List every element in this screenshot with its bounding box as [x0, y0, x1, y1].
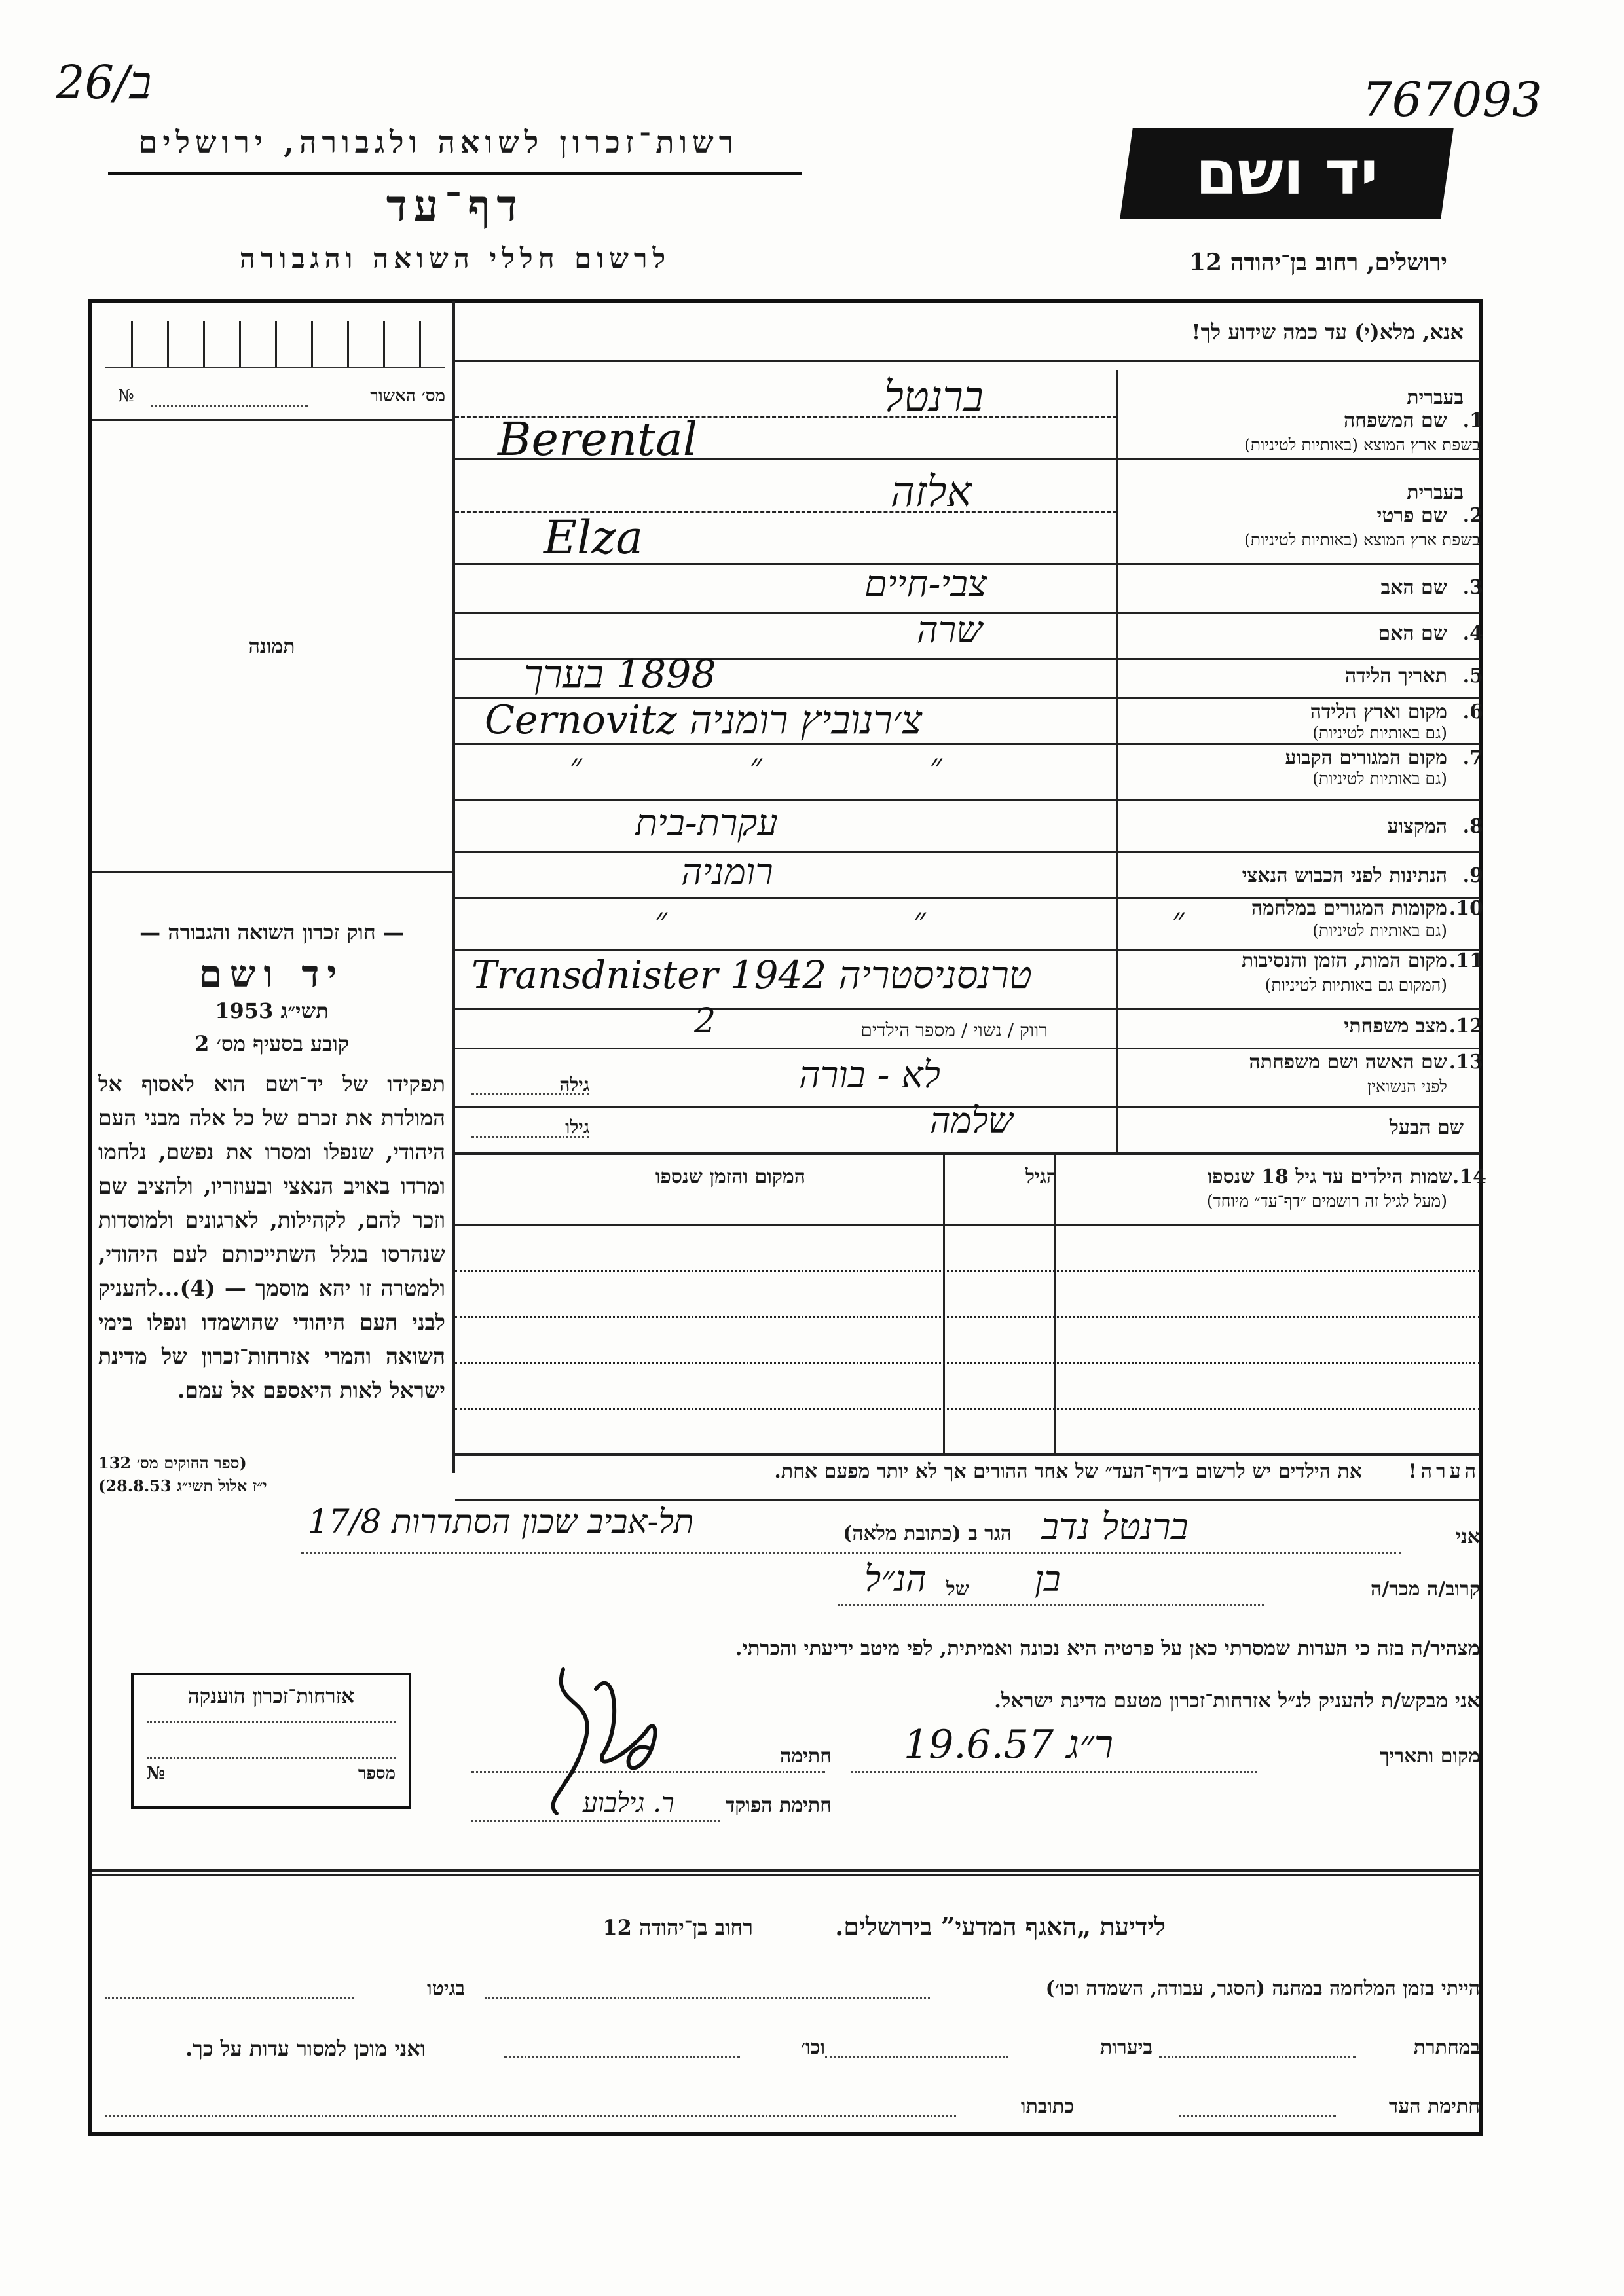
bottom-section-rule — [92, 1874, 1480, 1876]
field-4-label: שם האם — [1378, 622, 1447, 645]
corner-id: 767093 — [1362, 72, 1542, 127]
address-line — [301, 1552, 1401, 1554]
field-13-label: שם האשה ושם משפחתה — [1249, 1051, 1447, 1074]
law-reference-2: י״ז אלול תשי״ג 28.8.53) — [98, 1476, 267, 1495]
witness-signature-line[interactable] — [1179, 2115, 1336, 2117]
witness-etc-line[interactable] — [504, 2056, 740, 2058]
field-13-sub: לפני הנשואין — [1367, 1077, 1447, 1096]
witness-address-line[interactable] — [105, 2115, 956, 2117]
witness-underground-line[interactable] — [1159, 2056, 1356, 2058]
field-7-label: מקום המגורים הקבוע — [1285, 746, 1447, 769]
field-7-num: 7. — [1462, 746, 1483, 769]
witness-forests-line[interactable] — [825, 2056, 1008, 2058]
declaration-statement: מצהיר/ה בזה כי העדות שמסרתי כאן על פרטיה היא נכונה ואמיתית, לפי מיטב ידיעתי והכרתי. — [735, 1637, 1480, 1660]
field-12-label: מצב משפחתי — [1344, 1015, 1447, 1038]
corner-note: 26/ב — [56, 56, 152, 109]
children-age-col: הגיל — [1025, 1165, 1058, 1188]
field-2-num: 2. — [1462, 504, 1483, 527]
field-14-num: 14. — [1452, 1165, 1486, 1188]
relation-line — [838, 1604, 1264, 1606]
tick — [311, 321, 313, 367]
row-rule — [455, 1270, 1480, 1272]
row-rule — [455, 799, 1480, 801]
bottom-address: רחוב בן־יהודה 12 — [602, 1915, 753, 1940]
tick — [383, 321, 385, 367]
wife-age-line[interactable] — [471, 1093, 589, 1095]
citizenship-number-label: מספר — [358, 1764, 396, 1783]
field-1-label: שם המשפחה — [1343, 409, 1447, 432]
header-rule — [108, 172, 802, 175]
rule — [92, 871, 452, 873]
field-10-num: 10. — [1449, 897, 1483, 920]
children-place-col: המקום והזמן שנספו — [655, 1165, 805, 1188]
field-13-num: 13. — [1449, 1051, 1483, 1074]
birth-date[interactable]: 1898 בערך — [524, 651, 716, 697]
marital-options: רווק / נשוי / מספר הילדים — [860, 1019, 1048, 1041]
witness-camp-label: הייתי בזמן המלחמה במחנה (הסגר, עבודה, השמדה וכו׳) — [1045, 1977, 1480, 2000]
citizenship-request: אני מבקש/ת להעניק לנ״ל אזרחות־זכרון מטעם מדינת ישראל. — [994, 1689, 1480, 1713]
row-rule — [455, 1408, 1480, 1410]
tick — [167, 321, 169, 367]
relation-value[interactable]: בן — [1035, 1558, 1061, 1599]
field-14-label: שמות הילדים עד גיל 18 שנספו — [1207, 1165, 1452, 1188]
law-year-number: 1953 — [215, 998, 274, 1023]
surname-hebrew[interactable]: ברנטל — [884, 373, 984, 422]
field-2-sub: בשפת ארץ המוצא (באותיות לטיניות) — [1244, 530, 1480, 549]
bottom-title: לידיעת „האגף המדעי” בירושלים. — [835, 1912, 1166, 1941]
permanent-residence[interactable]: ״ ״ ״ — [570, 746, 1021, 784]
place-date-line — [851, 1771, 1257, 1773]
field-5-label: תאריך הלידה — [1344, 665, 1447, 687]
surname-latin[interactable]: Berental — [498, 412, 698, 466]
wife-age-label: גילה — [559, 1074, 589, 1095]
field-6-sub: (גם באותיות לטיניות) — [1312, 723, 1447, 742]
mother-name[interactable]: שרה — [917, 609, 982, 651]
witness-camp-line[interactable] — [485, 1997, 930, 1999]
field-7-sub: (גם באותיות לטיניות) — [1312, 769, 1447, 788]
field-1-num: 1. — [1462, 409, 1483, 432]
official-signature-value: ר. גילבוע — [583, 1788, 674, 1818]
of-value[interactable]: הנ״ל — [864, 1558, 927, 1599]
yad-vashem-logo — [1120, 128, 1454, 219]
field-9-label: הנתינות לפני הכבוש הנאצי — [1242, 864, 1447, 887]
field-11-label: מקום המות, הזמן והנסיבות — [1241, 949, 1447, 972]
declarant-name[interactable]: ברנטל נדב — [1041, 1506, 1189, 1548]
field-3-num: 3. — [1462, 576, 1483, 599]
field-3-label: שם האב — [1380, 576, 1447, 599]
field-6-num: 6. — [1462, 701, 1483, 723]
first-name-hebrew[interactable]: אלזה — [891, 468, 972, 517]
law-title: — חוק זכרון השואה והגבורה — — [139, 920, 404, 945]
declarant-address[interactable]: תל-אביב שכון הסתדרות 17/8 — [308, 1503, 694, 1540]
sidebar-divider — [452, 301, 455, 1473]
approval-no-sign: № — [118, 386, 134, 406]
logo-text: יד ושם — [1195, 138, 1378, 208]
witness-ghetto-line[interactable] — [105, 1997, 354, 1999]
field-6-label: מקום וארץ הלידה — [1310, 701, 1447, 723]
witness-address-label: כתובתו — [1020, 2095, 1074, 2118]
law-clause: קובע בסעיף מס׳ 2 — [194, 1031, 349, 1056]
field-12-num: 12. — [1449, 1015, 1483, 1038]
row-rule — [455, 1362, 1480, 1364]
witness-ready-text: ואני מוכן למסור עדות על כך. — [185, 2036, 426, 2061]
field-10-label: מקומות המגורים במלחמה — [1251, 897, 1447, 920]
label-column-divider — [1116, 370, 1118, 1152]
official-signature-label: חתימת הפוקד — [725, 1794, 832, 1817]
approval-number-line[interactable] — [151, 405, 308, 407]
row-rule — [455, 1152, 1480, 1155]
field-11-num: 11. — [1449, 949, 1483, 972]
wife-maiden-name[interactable]: לא - בורה — [799, 1054, 940, 1097]
row-rule — [455, 1499, 1480, 1501]
relative-label: קרוב/ה מכר/ה — [1371, 1578, 1480, 1601]
citizenship-title: אזרחות־זכרון הוענקה — [187, 1685, 355, 1708]
serial-tick-boxes — [105, 321, 445, 368]
header-address: ירושלים, רחוב בן־יהודה 12 — [1189, 249, 1447, 276]
row-rule — [455, 1048, 1480, 1049]
row-rule — [455, 851, 1480, 853]
tick — [275, 321, 277, 367]
place-date-label: מקום ותאריך — [1379, 1745, 1480, 1768]
rule — [92, 419, 452, 421]
field-4-num: 4. — [1462, 622, 1483, 645]
field-9-num: 9. — [1462, 864, 1483, 887]
field-1-sub: בשפת ארץ המוצא (באותיות לטיניות) — [1244, 435, 1480, 454]
signature-label: חתימה — [780, 1745, 832, 1768]
field-10-sub: (גם באותיות לטיניות) — [1312, 921, 1447, 940]
citizenship-line — [147, 1757, 396, 1759]
witness-underground-label: במחתרת — [1413, 2036, 1480, 2059]
law-text: תפקידו של יד־ושם הוא לאסוף אל המולדת את זכרם של כל אלה מבני העם היהודי, שנפלו ומסרו את נפשם, נלחמו ומרדו באויב הנאצי ובעוזריו, ולהציב שם וזכר להם, לקהילות, לארגונים ולמוסדות שנהרסו בגלל השתייכותם לעם היהודי, ולמטרה זו יהא מוסמך — (4)...להעניק לבני העם היהודי שהושמדו ונפלו בימי השואה והמרי אזרחות־זכרון של מדינת ישראל לאות היאספם אל עמם. — [98, 1071, 445, 1403]
citizenship-box — [131, 1673, 411, 1809]
first-name-latin[interactable]: Elza — [544, 511, 644, 564]
row-rule — [455, 1224, 1480, 1226]
citizenship-number-sign: № — [147, 1764, 166, 1783]
field-14-sub: (מעל לגיל זה רושמים ״דף־עד״ מיוחד) — [1206, 1192, 1447, 1211]
row-rule — [455, 1453, 1480, 1456]
of-label: של — [946, 1578, 969, 1601]
witness-forests-label: ביערות — [1099, 2036, 1153, 2059]
field-2-label: שם פרטי — [1376, 504, 1447, 527]
place-date-value[interactable]: ר״ג 19.6.57 — [904, 1722, 1114, 1768]
tick — [239, 321, 241, 367]
tick — [419, 321, 421, 367]
note-text: את הילדים יש לרשום ב״דף־העד״ של אחד ההורים אך לא יותר מפעם אחת. — [774, 1460, 1362, 1483]
field-5-num: 5. — [1462, 665, 1483, 687]
field-11-sub: (המקום גם באותיות לטיניות) — [1264, 975, 1447, 994]
children-count[interactable]: 2 — [694, 1002, 716, 1041]
witness-etc-label: וכו׳ — [801, 2036, 825, 2059]
note-label: הערה! — [1408, 1460, 1480, 1483]
authority-name: רשות־זכרון לשואה ולגבורה, ירושלים — [138, 124, 739, 160]
tick — [347, 321, 349, 367]
law-reference-1: (ספר החוקים מס׳ 132 — [98, 1453, 247, 1472]
row-rule — [455, 1008, 1480, 1010]
nationality[interactable]: רומניה — [681, 851, 773, 894]
bottom-section-rule — [92, 1869, 1480, 1872]
tick — [131, 321, 133, 367]
rule — [452, 360, 1480, 362]
husband-label: שם הבעל — [1389, 1116, 1464, 1139]
citizenship-line — [147, 1721, 396, 1723]
witness-ghetto-label: בגיטו — [426, 1977, 465, 2000]
husband-age-line[interactable] — [471, 1136, 589, 1138]
resides-label: הגר ב (כתובת מלאה) — [843, 1522, 1012, 1545]
official-signature-line[interactable] — [471, 1820, 720, 1822]
birth-place[interactable]: Cernovitz צ׳רנוביץ רומניה — [485, 697, 923, 743]
declarant-i-label: אני — [1456, 1525, 1480, 1548]
approval-label: מס׳ האשור — [370, 386, 445, 406]
photo-label: תמונה — [248, 635, 295, 658]
death-place[interactable]: Transdnister 1942 טרנסניסטריה — [471, 953, 1032, 997]
row-rule — [455, 1316, 1480, 1318]
field-1-lang: בעברית — [1407, 386, 1464, 409]
field-2-lang: בעברית — [1407, 481, 1464, 504]
tick — [203, 321, 205, 367]
law-name: יד ושם — [198, 953, 345, 996]
field-8-label: המקצוע — [1387, 815, 1447, 838]
law-year-hebrew: תשי״ג — [280, 998, 329, 1023]
witness-signature-label: חתימת העד — [1388, 2095, 1480, 2118]
law-year — [98, 998, 445, 1023]
field-8-num: 8. — [1462, 815, 1483, 838]
husband-age-label: גילו — [565, 1116, 589, 1138]
row-rule — [455, 743, 1480, 745]
form-intro: אנא, מלא(י) עד כמה שידוע לך! — [1191, 319, 1464, 344]
form-title: דף־עד — [386, 180, 525, 231]
form-subtitle: לרשום חללי השואה והגבורה — [239, 242, 671, 274]
wartime-residence[interactable]: ״ ״ ״ — [655, 900, 1302, 938]
father-name[interactable]: צבי-חיים — [864, 563, 987, 606]
profession[interactable]: עקרת-בית — [635, 802, 779, 845]
husband-name[interactable]: שלמה — [930, 1100, 1014, 1141]
